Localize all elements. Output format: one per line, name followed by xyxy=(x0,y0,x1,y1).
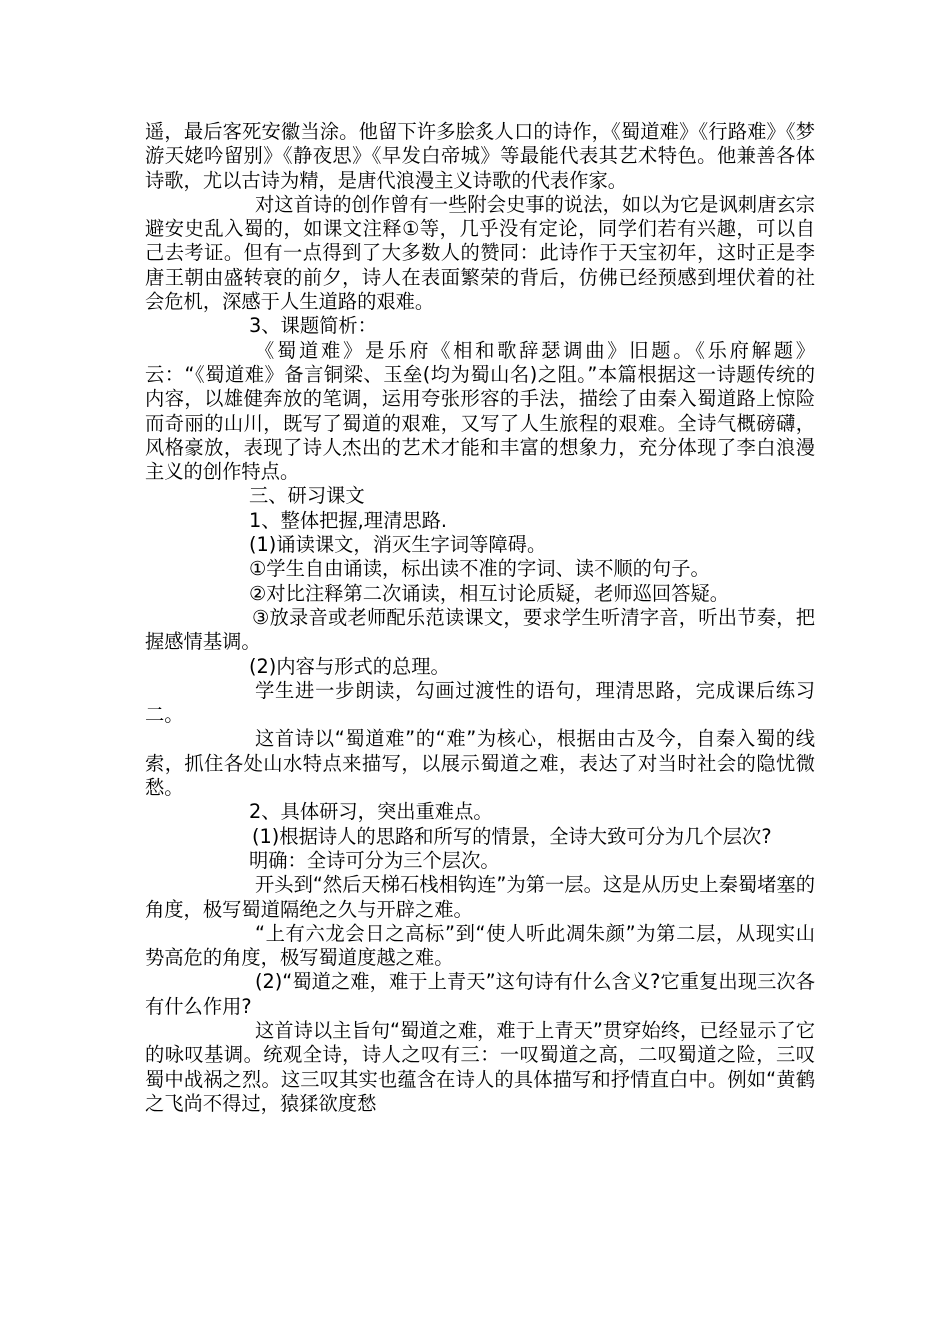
document-page xyxy=(145,120,815,1116)
paragraph-second-layer: “上有六龙会日之高标”到“使人听此凋朱颜”为第二层，从现实山势高危的角度，极写蜀道度越之难。 xyxy=(145,921,815,970)
paragraph-first-layer: 开头到“然后天梯石栈相钩连”为第一层。这是从历史上秦蜀堵塞的角度，极写蜀道隔绝之久与开辟之难。 xyxy=(145,873,815,921)
paragraph-core-theme: 这首诗以“蜀道难”的“难”为核心，根据由古及今，自秦入蜀的线索，抓住各处山水特点来描写，以展示蜀道之难，表达了对当时社会的隐忧微愁。 xyxy=(145,727,815,800)
item-read-aloud: (1)诵读课文，消灭生字词等障碍。 xyxy=(249,533,547,557)
paragraph-creation-background: 对这首诗的创作曾有一些附会史事的说法，如以为它是讽刺唐玄宗避安史乱入蜀的，如课文注释①等，几乎没有定论，同学们若有兴趣，可以自己去考证。但有一点得到了大多数人的赞同：此诗作于天宝初年，这时正是李唐王朝由盛转衰的前夕，诗人在表面繁荣的背后，仿佛已经预感到埋伏着的社会危机，深感于人生道路的艰难。 xyxy=(145,192,815,314)
paragraph-li-bai-works: 遥，最后客死安徽当涂。他留下许多脍炙人口的诗作，《蜀道难》《行路难》《梦游天姥吟留别》《静夜思》《早发白帝城》等最能代表其艺术特色。他兼善各体诗歌，尤以古诗为精，是唐代浪漫主义诗歌的代表作家。 xyxy=(145,120,815,192)
paragraph-title-analysis: 《蜀道难》是乐府《相和歌辞瑟调曲》旧题。《乐府解题》云：“《蜀道难》备言铜梁、玉垒(均为蜀山名)之阻。”本篇根据这一诗题传统的内容，以雄健奔放的笔调，运用夸张形容的手法，描绘了由秦入蜀道路上惊险而奇丽的山川，既写了蜀道的艰难，又写了人生旅程的艰难。全诗气概磅礴，风格豪放，表现了诗人杰出的艺术才能和丰富的想象力，充分体现了李白浪漫主义的创作特点。 xyxy=(145,338,815,484)
item-second-reading: ②对比注释第二次诵读，相互讨论质疑，老师巡回答疑。 xyxy=(249,581,730,605)
item-free-reading: ①学生自由诵读，标出读不准的字词、读不顺的句子。 xyxy=(249,557,710,581)
paragraph-further-reading: 学生进一步朗读，勾画过渡性的语句，理清思路，完成课后练习二。 xyxy=(145,678,815,727)
answer-three-layers: 明确：全诗可分为三个层次。 xyxy=(249,848,500,872)
question-layers: (1)根据诗人的思路和所写的情景，全诗大致可分为几个层次? xyxy=(252,824,772,848)
heading-overall-grasp: 1、整体把握,理清思路. xyxy=(249,508,448,532)
heading-study-text: 三、研习课文 xyxy=(249,484,365,508)
heading-detailed-study: 2、具体研习，突出重难点。 xyxy=(249,800,493,824)
paragraph-key-sentence-analysis: 这首诗以主旨句“蜀道之难，难于上青天”贯穿始终，已经显示了它的咏叹基调。统观全诗，诗人之叹有三：一叹蜀道之高，二叹蜀道之险，三叹蜀中战祸之烈。这三叹其实也蕴含在诗人的具体描写和抒情直白中。例如“黄鹤之飞尚不得过，猿猱欲度愁 xyxy=(145,1018,815,1115)
question-key-sentence: (2)“蜀道之难，难于上青天”这句诗有什么含义?它重复出现三次各有什么作用? xyxy=(145,970,815,1018)
item-model-reading: ③放录音或老师配乐范读课文，要求学生听清字音，听出节奏，把握感情基调。 xyxy=(145,605,815,654)
item-content-form: (2)内容与形式的总理。 xyxy=(249,654,450,678)
heading-title-analysis: 3、课题简析： xyxy=(249,314,377,338)
